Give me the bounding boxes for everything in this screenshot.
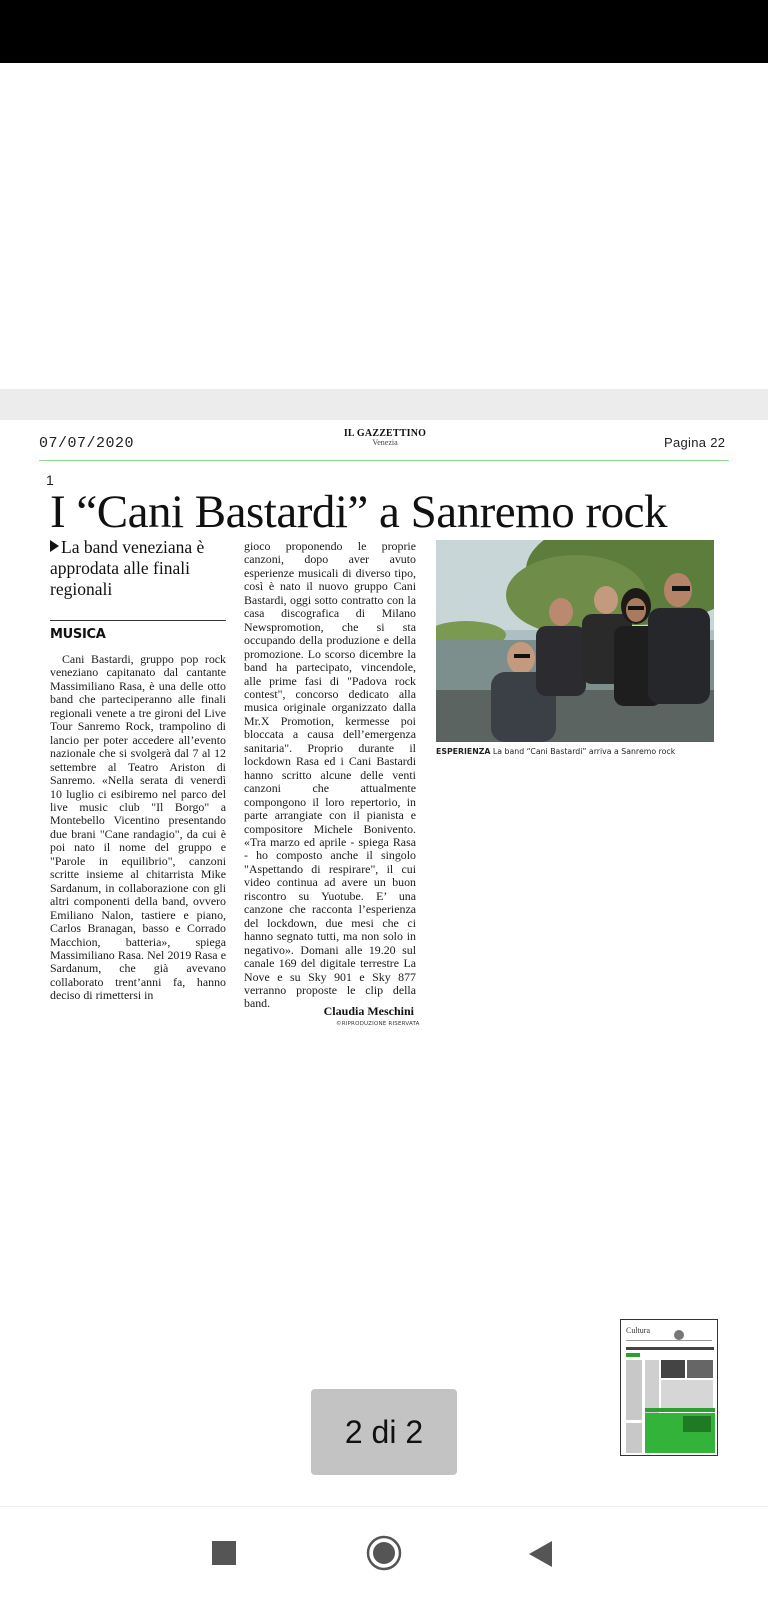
viewer-top-strip [0, 389, 768, 420]
page-counter[interactable]: 2 di 2 [311, 1389, 457, 1475]
back-triangle-icon [528, 1540, 554, 1568]
publication-edition: Venezia [372, 438, 398, 447]
home-button[interactable] [366, 1535, 402, 1571]
copyright-notice: ©RIPRODUZIONE RISERVATA [336, 1021, 420, 1027]
article-column-2: gioco proponendo le proprie canzoni, dopo aver avuto esperienze musicali di diverso tipo, così è nato il nuovo gruppo Cani Bastardi, oggi sotto contratto con la casa discografica di Milano Newspromotion, che si sta occupando della produzione e della promozione. Lo scorso dicembre la band ha partecipato, vincendole, alle prime fasi di "Padova rock contest", concorso dedicato alla musica originale organizzato dalla Mr.X Promotion, kermesse poi bloccata a causa dell’emergenza sanitaria". Proprio durante il lockdown Rasa ed i Cani Bastardi hanno scritto alcune delle venti canzoni che attualmente compongono il loro repertorio, in parte arrangiate con il pianista e compositore Michele Bonivento. «Tra marzo ed aprile - spiega Rasa - ho composto anche il singolo "Aspettando di respirare", il cui video continua ad avere un buon riscontro su Yuotube. E’ una canzone che racconta l’esperienza del lockdown, due mesi che ci hanno segnato tutti, ma non solo in negativo». Domani alle 19.20 sul canale 169 del digitale terrestre La Nove e su Sky 901 e Sky 877 verranno proposte le clip della band. [244, 539, 416, 1011]
play-triangle-icon [50, 540, 59, 552]
article-summary [50, 537, 230, 600]
header-divider [39, 460, 729, 461]
photo-caption [436, 747, 726, 756]
newspaper-page[interactable] [0, 420, 768, 1060]
status-bar [0, 0, 768, 63]
thumbnail-section-title: Cultura [626, 1326, 650, 1335]
page-thumbnail[interactable] [620, 1319, 718, 1456]
page-number-label: Pagina 22 [664, 435, 726, 450]
publication-name: IL GAZZETTINO [343, 428, 427, 439]
band-photo [436, 540, 714, 742]
article-byline: Claudia Meschini [323, 1004, 414, 1018]
page-index: 1 [46, 472, 54, 488]
band-photo-image [436, 540, 714, 742]
square-icon [212, 1541, 236, 1565]
section-label: MUSICA [50, 627, 106, 642]
clipping-date: 07/07/2020 [39, 435, 135, 452]
article-column-1: Cani Bastardi, gruppo pop rock veneziano capitanato dal cantante Massimiliano Rasa, è una delle otto band che parteciperanno alle finali regionali venete a tre gironi del Live Tour Sanremo Rock, trampolino di lancio per poter accedere all’evento nazionale che si svolgerà dal 7 al 12 settembre al Teatro Ariston di Sanremo. «Nella serata di venerdì 10 luglio ci esibiremo nel parco del live music club "Il Borgo" a Montebello Vicentino presentando due brani "Cane randagio", da cui è poi nato il nome del gruppo e "Parole in equilibrio", canzoni scritte insieme al chitarrista Mike Sardanum, in collaborazione con gli altri componenti della band, ovvero Emiliano Nalon, tastiere e piano, Carlos Branagan, basso e Corrado Macchion, batteria», spiega Massimiliano Rasa. Nel 2019 Rasa e Sardanum, che già avevano collaborato trent’anni fa, hanno deciso di rimettersi in [50, 652, 226, 1003]
article-summary-text: La band veneziana è approdata alle finali regionali [50, 537, 205, 599]
back-button[interactable] [528, 1540, 554, 1568]
caption-label: ESPERIENZA [436, 747, 491, 756]
publication-masthead [330, 428, 440, 447]
android-navigation-bar [0, 1506, 768, 1600]
caption-text: La band “Cani Bastardi” arriva a Sanremo rock [492, 747, 676, 756]
section-divider [50, 620, 226, 621]
article-headline: I “Cani Bastardi” a Sanremo rock [50, 486, 667, 538]
recent-apps-button[interactable] [212, 1541, 236, 1565]
thumbnail-page-preview [621, 1320, 718, 1456]
circle-home-icon [366, 1535, 402, 1571]
